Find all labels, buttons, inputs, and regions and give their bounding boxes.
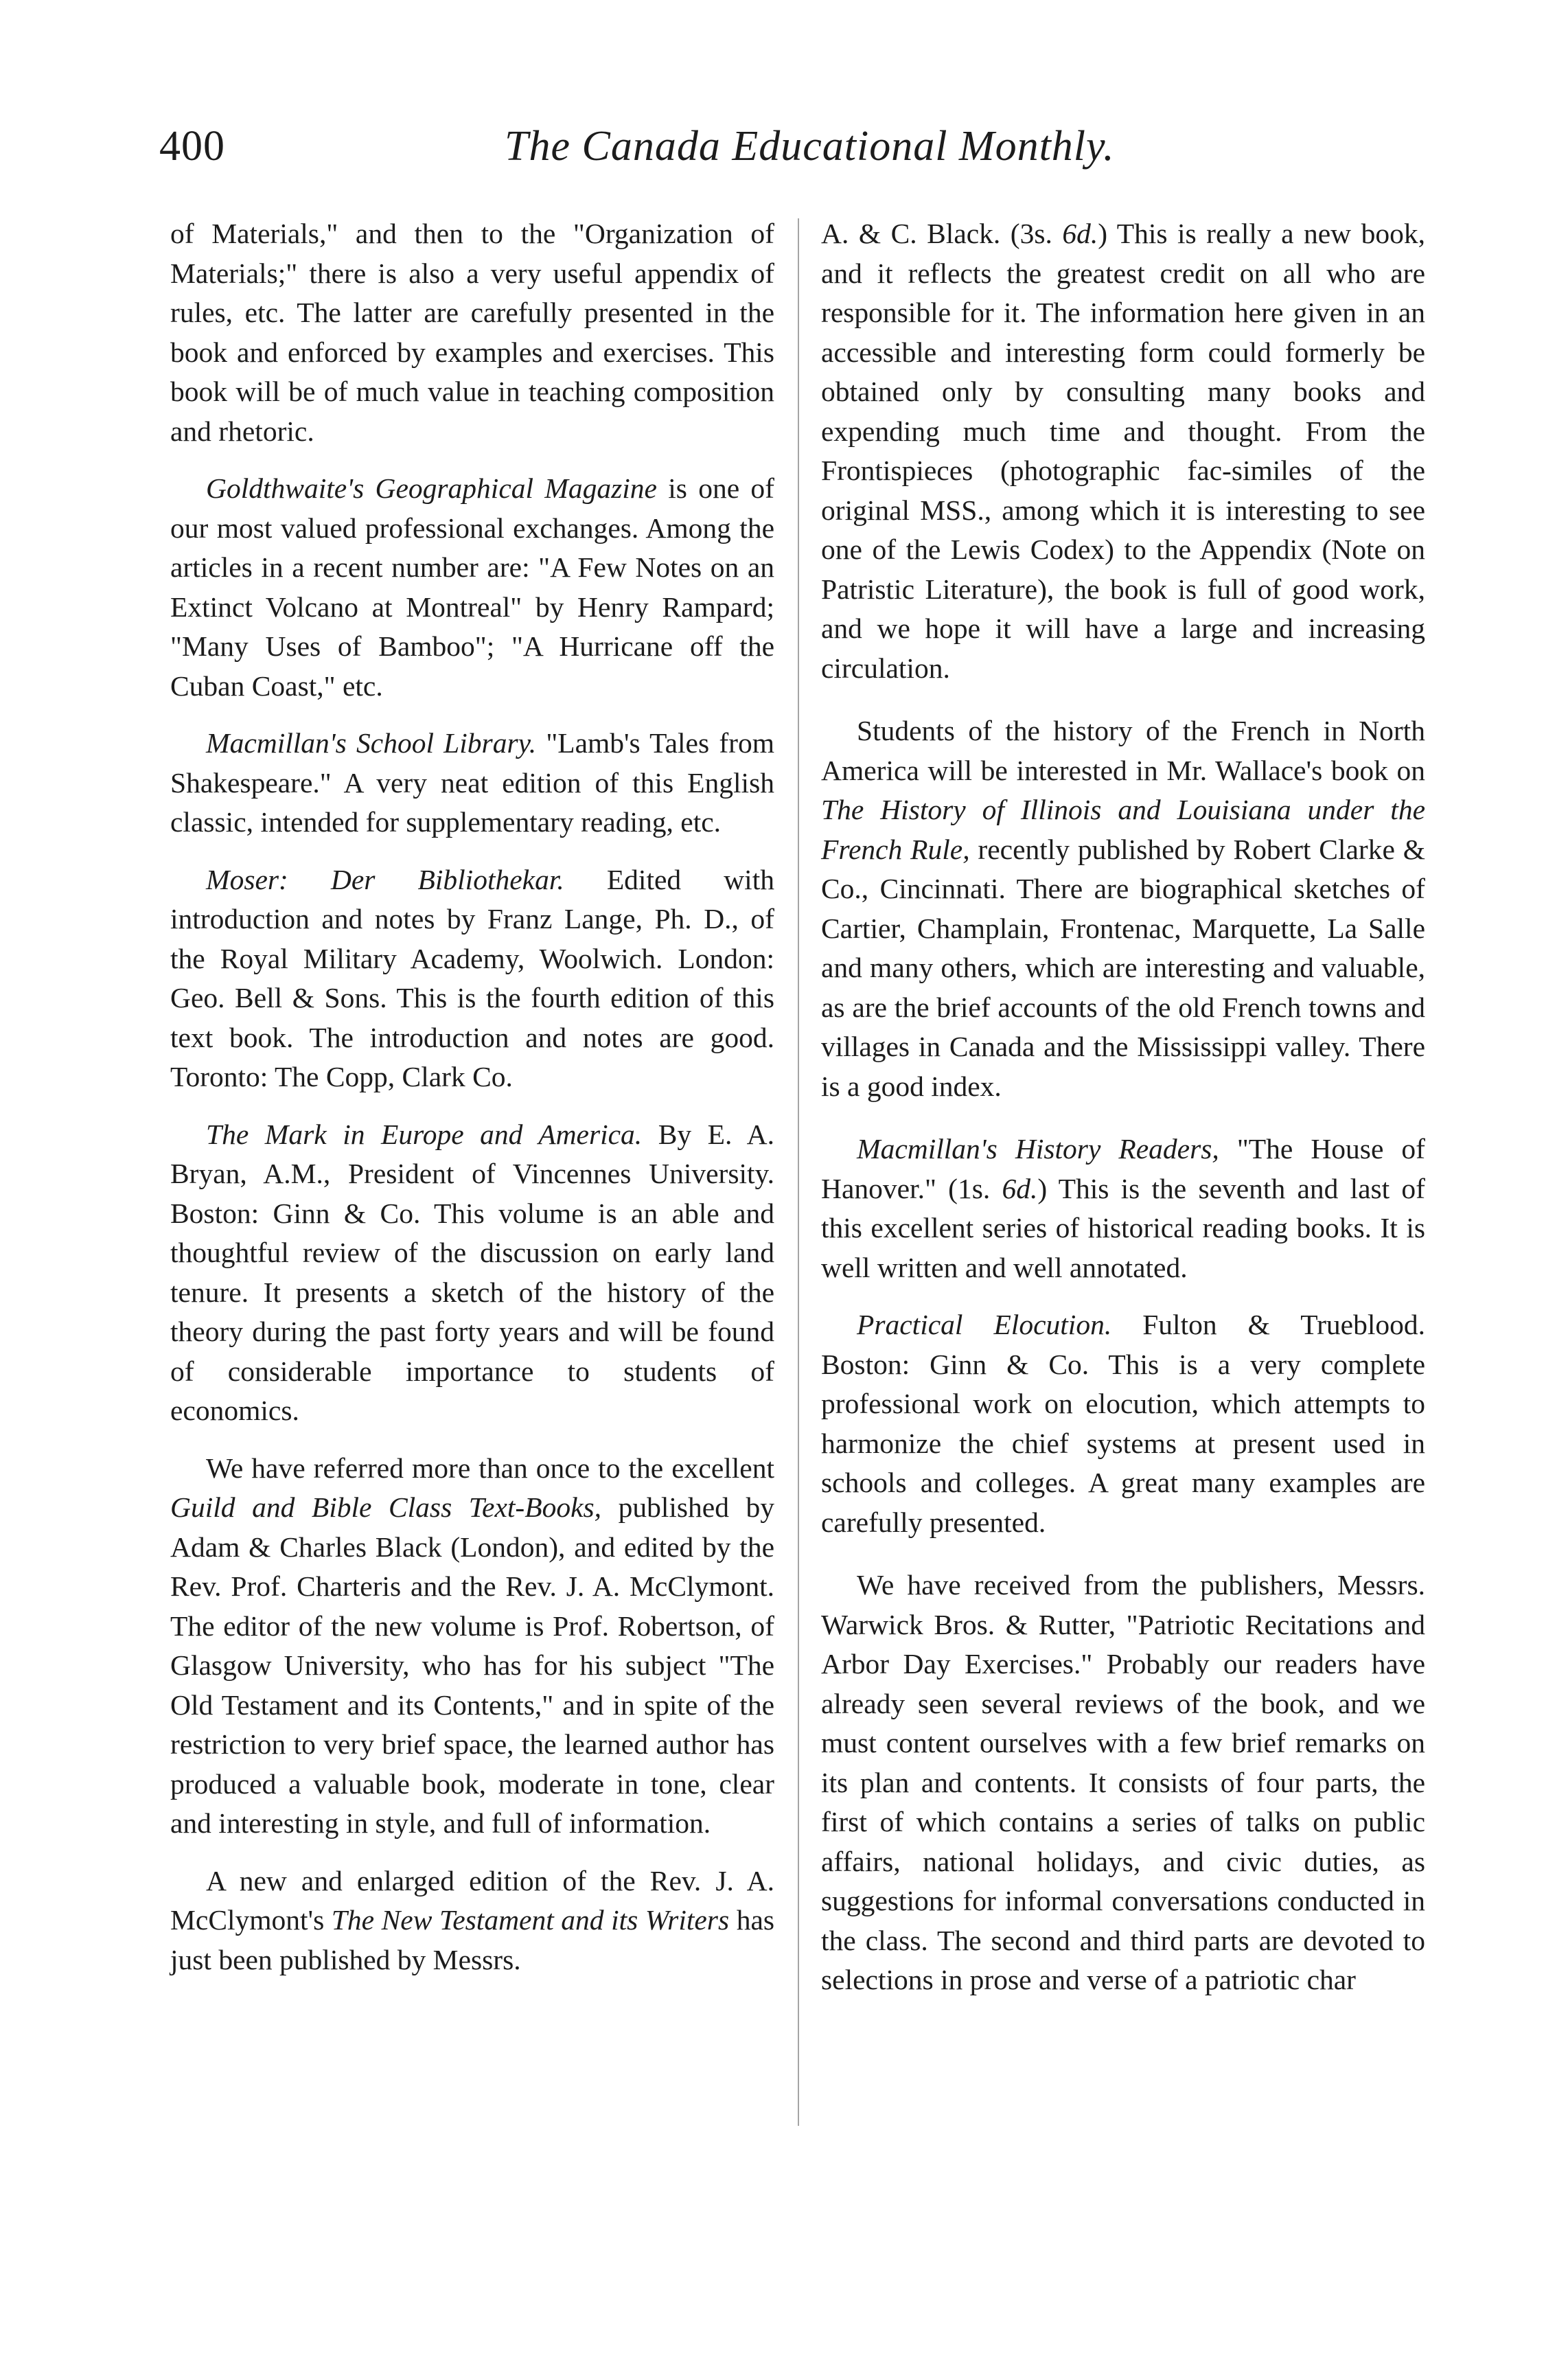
review-goldthwaite [170,469,774,706]
review-text: ) This is really a new book, and it reflects the greatest credit on all who are responsible for it. The information here given in an accessible and interesting form could formerly be obtained only by consulting many books and expending much time and thought. From the Frontispieces (photographic fac-similes of the original MSS., among which it is interesting to see one of the Lewis Codex) to the Appendix (Note on Patristic Literature), the book is full of good work, and we hope it will have a large and increasing circulation. [821,218,1426,684]
review-mark-in-europe [170,1115,774,1431]
price-pence: 6d. [1062,218,1098,249]
review-guild-bible-class [170,1449,774,1844]
review-text: "The House of Hanover." (1s. [821,1133,1425,1204]
review-text: "Lamb's Tales from Shakespeare." A very neat edition of this English classic, intended for supplementary reading, etc. [170,727,774,838]
page-header [0,0,1568,220]
column-divider [798,218,799,2126]
page-number: 400 [159,123,225,170]
price-pence: 6d. [1002,1172,1038,1204]
review-text: is one of our most valued professional exchanges. Among the articles in a recent number are: "A Few Notes on an Extinct Volcano at Montreal" by Henry Rampard; "Many Uses of Bamboo"; "A Hurricane off the Cuban Coast," etc. [170,472,775,702]
left-column [170,214,774,1980]
review-new-testament-writers-cont [821,214,1425,688]
review-title: Moser: Der Bibliothekar. [206,863,564,895]
right-column [821,214,1425,2000]
review-text: Fulton & Trueblood. Boston: Ginn & Co. This is a very complete professional work on elocution, which attempts to harmonize the chief systems at present used in schools and colleges. A great many examples are carefully presented. [821,1309,1425,1538]
review-title: Macmillan's School Library. [206,727,537,759]
review-macmillan-history-readers [821,1130,1425,1287]
review-text: We have referred more than once to the excellent [206,1452,774,1484]
paragraph-materials: of Materials," and then to the "Organization of Materials;" there is also a very useful appendix of rules, etc. The latter are carefully presented in the book and enforced by examples and exercises. This book will be of much value in teaching composition and rhetoric. [170,218,774,447]
review-practical-elocution [821,1305,1425,1542]
review-title: Guild and Bible Class Text-Books, [170,1491,602,1523]
review-text: ) This is the seventh and last of this excellent series of historical reading books. It is well written and well annotated. [821,1172,1426,1283]
review-title: The History of Illinois and Louisiana under the French Rule, [821,794,1425,865]
review-text: By E. A. Bryan, A.M., President of Vincennes University. Boston: Ginn & Co. This volume is an able and thoughtful review of the discussion on early land tenure. It presents a sketch of the history of the theory during the past forty years and will be found of considerable importance to students of economics. [170,1118,774,1426]
review-text: recently published by Robert Clarke & Co., Cincinnati. There are biographical sketches of Cartier, Champlain, Frontenac, Marquette, La Salle and many others, which are interesting and valuable, as are the brief accounts of the old French towns and villages in Canada and the Mississippi valley. There is a good index. [821,833,1425,1102]
review-moser [170,860,774,1097]
review-title: Macmillan's History Readers, [857,1133,1219,1165]
review-text: Edited with introduction and notes by Franz Lange, Ph. D., of the Royal Military Academy, Woolwich. London: Geo. Bell & Sons. This is the fourth edition of this text book. The introduction and notes are good. Toronto: The Copp, Clark Co. [170,863,774,1092]
review-title: Practical Elocution. [857,1309,1112,1340]
review-patriotic-recitations: We have received from the publishers, Messrs. Warwick Bros. & Rutter, "Patriotic Recitations and Arbor Day Exercises." Probably our readers have already seen several reviews of the book, and we must content ourselves with a few brief remarks on its plan and contents. It consists of four parts, the first of which contains a series of talks on public affairs, national holidays, and civic duties, as suggestions for informal conversations conducted in the class. The second and third parts are devoted to selections in prose and verse of a patriotic char [821,1569,1425,1995]
journal-title: The Canada Educational Monthly. [505,123,1115,170]
review-text: A. & C. Black. (3s. [821,218,1063,249]
review-macmillan-school-library [170,724,774,843]
review-history-of-illinois [821,711,1425,1106]
review-title: Goldthwaite's Geographical Magazine [206,472,657,504]
review-title: The Mark in Europe and America. [206,1118,643,1150]
review-text: published by Adam & Charles Black (London), and edited by the Rev. Prof. Charteris and the Rev. J. A. McClymont. The editor of the new volume is Prof. Robertson, of Glasgow University, who has for his subject "The Old Testament and its Contents," and in spite of the restriction to very brief space, the learned author has produced a valuable book, moderate in tone, clear and interesting in style, and full of information. [170,1491,774,1839]
review-text: Students of the history of the French in North America will be interested in Mr. Wallace's book on [821,715,1425,786]
review-text: has just been published by Messrs. [170,1904,775,1975]
review-new-testament-writers [170,1861,774,1980]
review-title: The New Testament and its Writers [331,1904,730,1936]
review-text: A new and enlarged edition of the Rev. J. A. McClymont's [170,1864,774,1936]
